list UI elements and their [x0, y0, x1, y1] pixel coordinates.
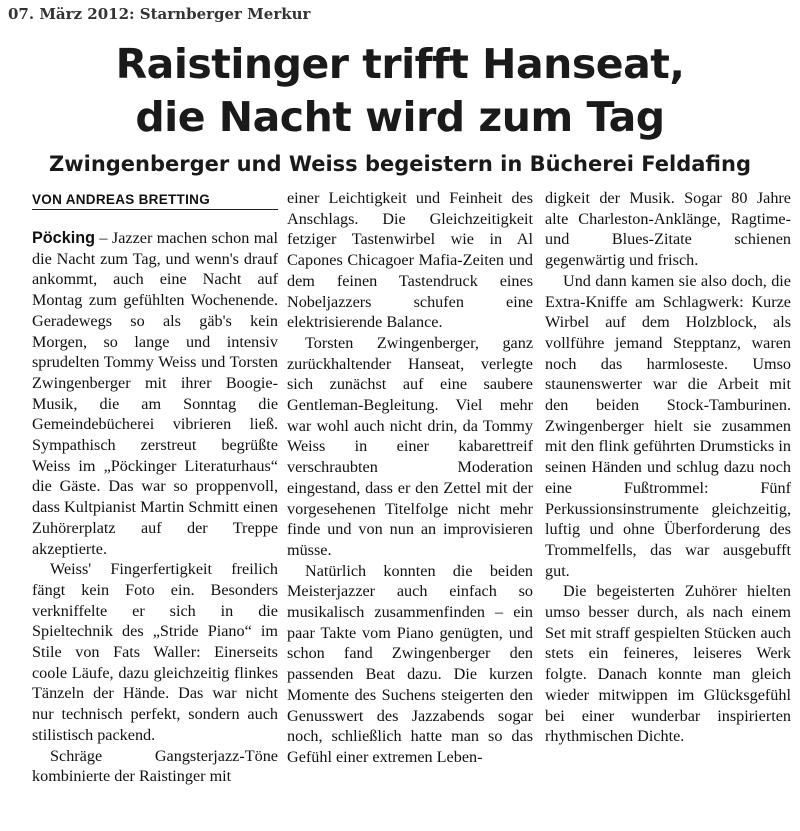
headline-line-2: die Nacht wird zum Tag — [135, 93, 665, 141]
article-column-3 — [545, 188, 791, 747]
paragraph: einer Leichtigkeit und Feinheit des Anschlags. Die Gleichzeitigkeit fetziger Tastenwirbel wie in Al Capones Chicagoer Mafia-Zeiten und dem feinen Tastendruck eines Nobeljazzers schufen eine elektrisierende Balance. — [287, 189, 533, 332]
paragraph-text: – Jazzer machen schon mal die Nacht zum Tag, und wenn's drauf ankommt, auch eine Nacht auf Montag zum gefühlten Wochenende. Geradewegs so als gäb's kein Morgen, so lange und intensiv sprudelten Tommy Weiss und Torsten Zwingenberger mit ihrer Boogie-Musik, die am Sonntag die Gemeindebücherei vibrieren ließ. Sympathisch zerstreut begrüßte Weiss im „Pöckinger Literaturhaus“ die Gäste. Das war so proppenvoll, dass Kultpianist Martin Schmitt einen Zuhörerplatz auf der Treppe akzeptierte. — [32, 229, 278, 558]
paragraph: Die begeisterten Zuhörer hielten umso besser durch, als nach einem Set mit straff gespielten Stücken auch stets ein feineres, leiseres Werk folgte. Danach konnte man gleich wieder mitwippen im Glücksgefühl bei einer wunderbar inspirierten rhythmischen Dichte. — [545, 582, 791, 746]
headline-line-1: Raistinger trifft Hanseat, — [115, 40, 685, 88]
byline: VON ANDREAS BRETTING — [32, 192, 278, 210]
dateline: Pöcking — [32, 229, 95, 247]
source-line: 07. März 2012: Starnberger Merkur — [8, 5, 311, 23]
paragraph: Torsten Zwingenberger, ganz zurückhaltender Hanseat, verlegte sich zunächst auf eine saubere Gentleman-Begleitung. Viel mehr war wohl auch nicht drin, da Tommy Weiss in einer kabarettreif verschraubten Moderation eingestand, dass er den Zettel mit der vorgesehenen Titelfolge nicht mehr finde und von nun an improvisieren müsse. — [287, 333, 533, 559]
article-column-2 — [287, 188, 533, 768]
subheadline: Zwingenberger und Weiss begeistern in Bücherei Feldafing — [49, 152, 751, 176]
paragraph: Schräge Gangsterjazz-Töne kombinierte der Raistinger mit — [32, 746, 278, 786]
article-column-1 — [32, 228, 278, 787]
paragraph: Und dann kamen sie also doch, die Extra-Kniffe am Schlagwerk: Kurze Wirbel auf dem Holzblock, als vollführe jemand Stepptanz, waren noch das harmloseste. Umso staunenswerter war die Arbeit mit den beiden Stock-Tamburinen. Zwingenberger hielt sie zusammen mit den flink geführten Drumsticks in seinen Händen und schlug dazu noch eine Fußtrommel: Fünf Perkussionsinstrumente gleichzeitig, luftig und ohne Überforderung des Trommelfells, das war ausgebufft gut. — [545, 271, 791, 580]
paragraph — [32, 228, 278, 559]
paragraph: Weiss' Fingerfertigkeit freilich fängt kein Foto ein. Besonders verkniffelte er sich in die Spieltechnik des „Stride Piano“ im Stile von Fats Waller: Einerseits coole Läufe, dazu gleichzeitig flinkes Tänzeln der Hände. Das war nicht nur technisch perfekt, sondern auch stilistisch packend. — [32, 560, 278, 744]
paragraph: digkeit der Musik. Sogar 80 Jahre alte Charleston-Anklänge, Ragtime- und Blues-Zitate schienen gegenwärtig und frisch. — [545, 189, 791, 270]
paragraph: Natürlich konnten die beiden Meisterjazzer auch einfach so musikalisch zusammenfinden – ein paar Takte vom Piano genügten, und schon fand Zwingenberger den passenden Beat dazu. Die kurzen Momente des Suchens steigerten den Genusswert des Jazzabends sogar noch, schließlich hatte man so das Gefühl einer extremen Leben- — [287, 561, 533, 766]
